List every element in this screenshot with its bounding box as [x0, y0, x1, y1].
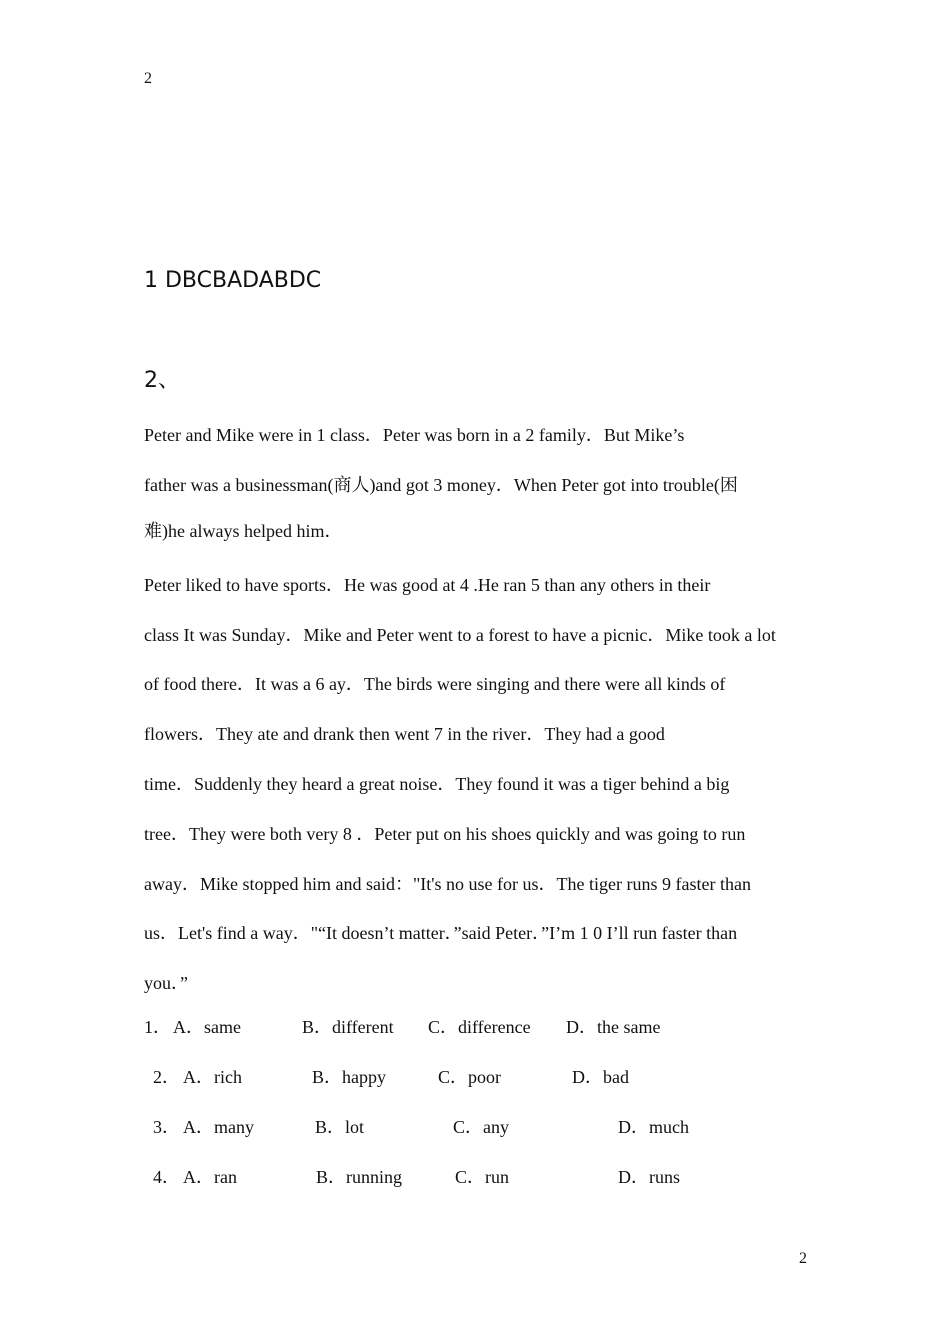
passage-line: class It was Sunday．Mike and Peter went to a forest to have a picnic．Mike took a lot [144, 624, 776, 645]
option-c: C．run [455, 1167, 509, 1187]
passage-line: time．Suddenly they heard a great noise．They found it was a tiger behind a big [144, 773, 730, 794]
section-label: 2、 [144, 368, 180, 393]
option-b: B．different [302, 1017, 394, 1037]
answer-key: 1 DBCBADABDC [144, 268, 322, 293]
passage-line: of food there．It was a 6 ay．The birds were singing and there were all kinds of [144, 674, 726, 695]
option-d: D．runs [618, 1167, 680, 1187]
option-a: A．same [173, 1017, 241, 1037]
option-a: A．rich [183, 1067, 242, 1087]
passage-line: away．Mike stopped him and said："It's no use for us．The tiger runs 9 faster than [144, 873, 751, 894]
passage [144, 411, 808, 1009]
option-c: C．any [453, 1117, 509, 1137]
passage-line: tree．They were both very 8 ．Peter put on his shoes quickly and was going to run [144, 823, 746, 844]
question-number: 4． [153, 1167, 180, 1187]
passage-line: us．Let's find a way．"“It doesn’t matter．”said Peter．”I’m 1 0 I’ll run faster than [144, 923, 738, 944]
option-b: B．running [316, 1167, 403, 1187]
header-page-number: 2 [144, 70, 152, 87]
passage-line: you．” [144, 973, 188, 994]
option-d: D．bad [572, 1067, 629, 1087]
passage-line: Peter and Mike were in 1 class．Peter was born in a 2 family．But Mike’s [144, 425, 685, 445]
passage-line: Peter liked to have sports．He was good at 4 .He ran 5 than any others in their [144, 574, 711, 595]
question-number: 1． [144, 1017, 171, 1037]
passage-line: flowers．They ate and drank then went 7 in the river．They had a good [144, 724, 665, 745]
passage-line: father was a businessman(商人)and got 3 money．When Peter got into trouble(困 [144, 474, 738, 495]
footer-page-number: 2 [799, 1250, 807, 1267]
passage-line: 难)he always helped him． [144, 520, 343, 541]
option-a: A．ran [183, 1167, 237, 1187]
question-number: 3． [153, 1117, 180, 1137]
option-b: B．lot [315, 1117, 365, 1137]
question-number: 2． [153, 1067, 180, 1087]
option-d: D．much [618, 1117, 689, 1137]
option-a: A．many [183, 1117, 254, 1137]
option-d: D．the same [566, 1017, 661, 1037]
option-c: C．poor [438, 1067, 501, 1087]
option-b: B．happy [312, 1067, 386, 1087]
option-c: C．difference [428, 1017, 531, 1037]
